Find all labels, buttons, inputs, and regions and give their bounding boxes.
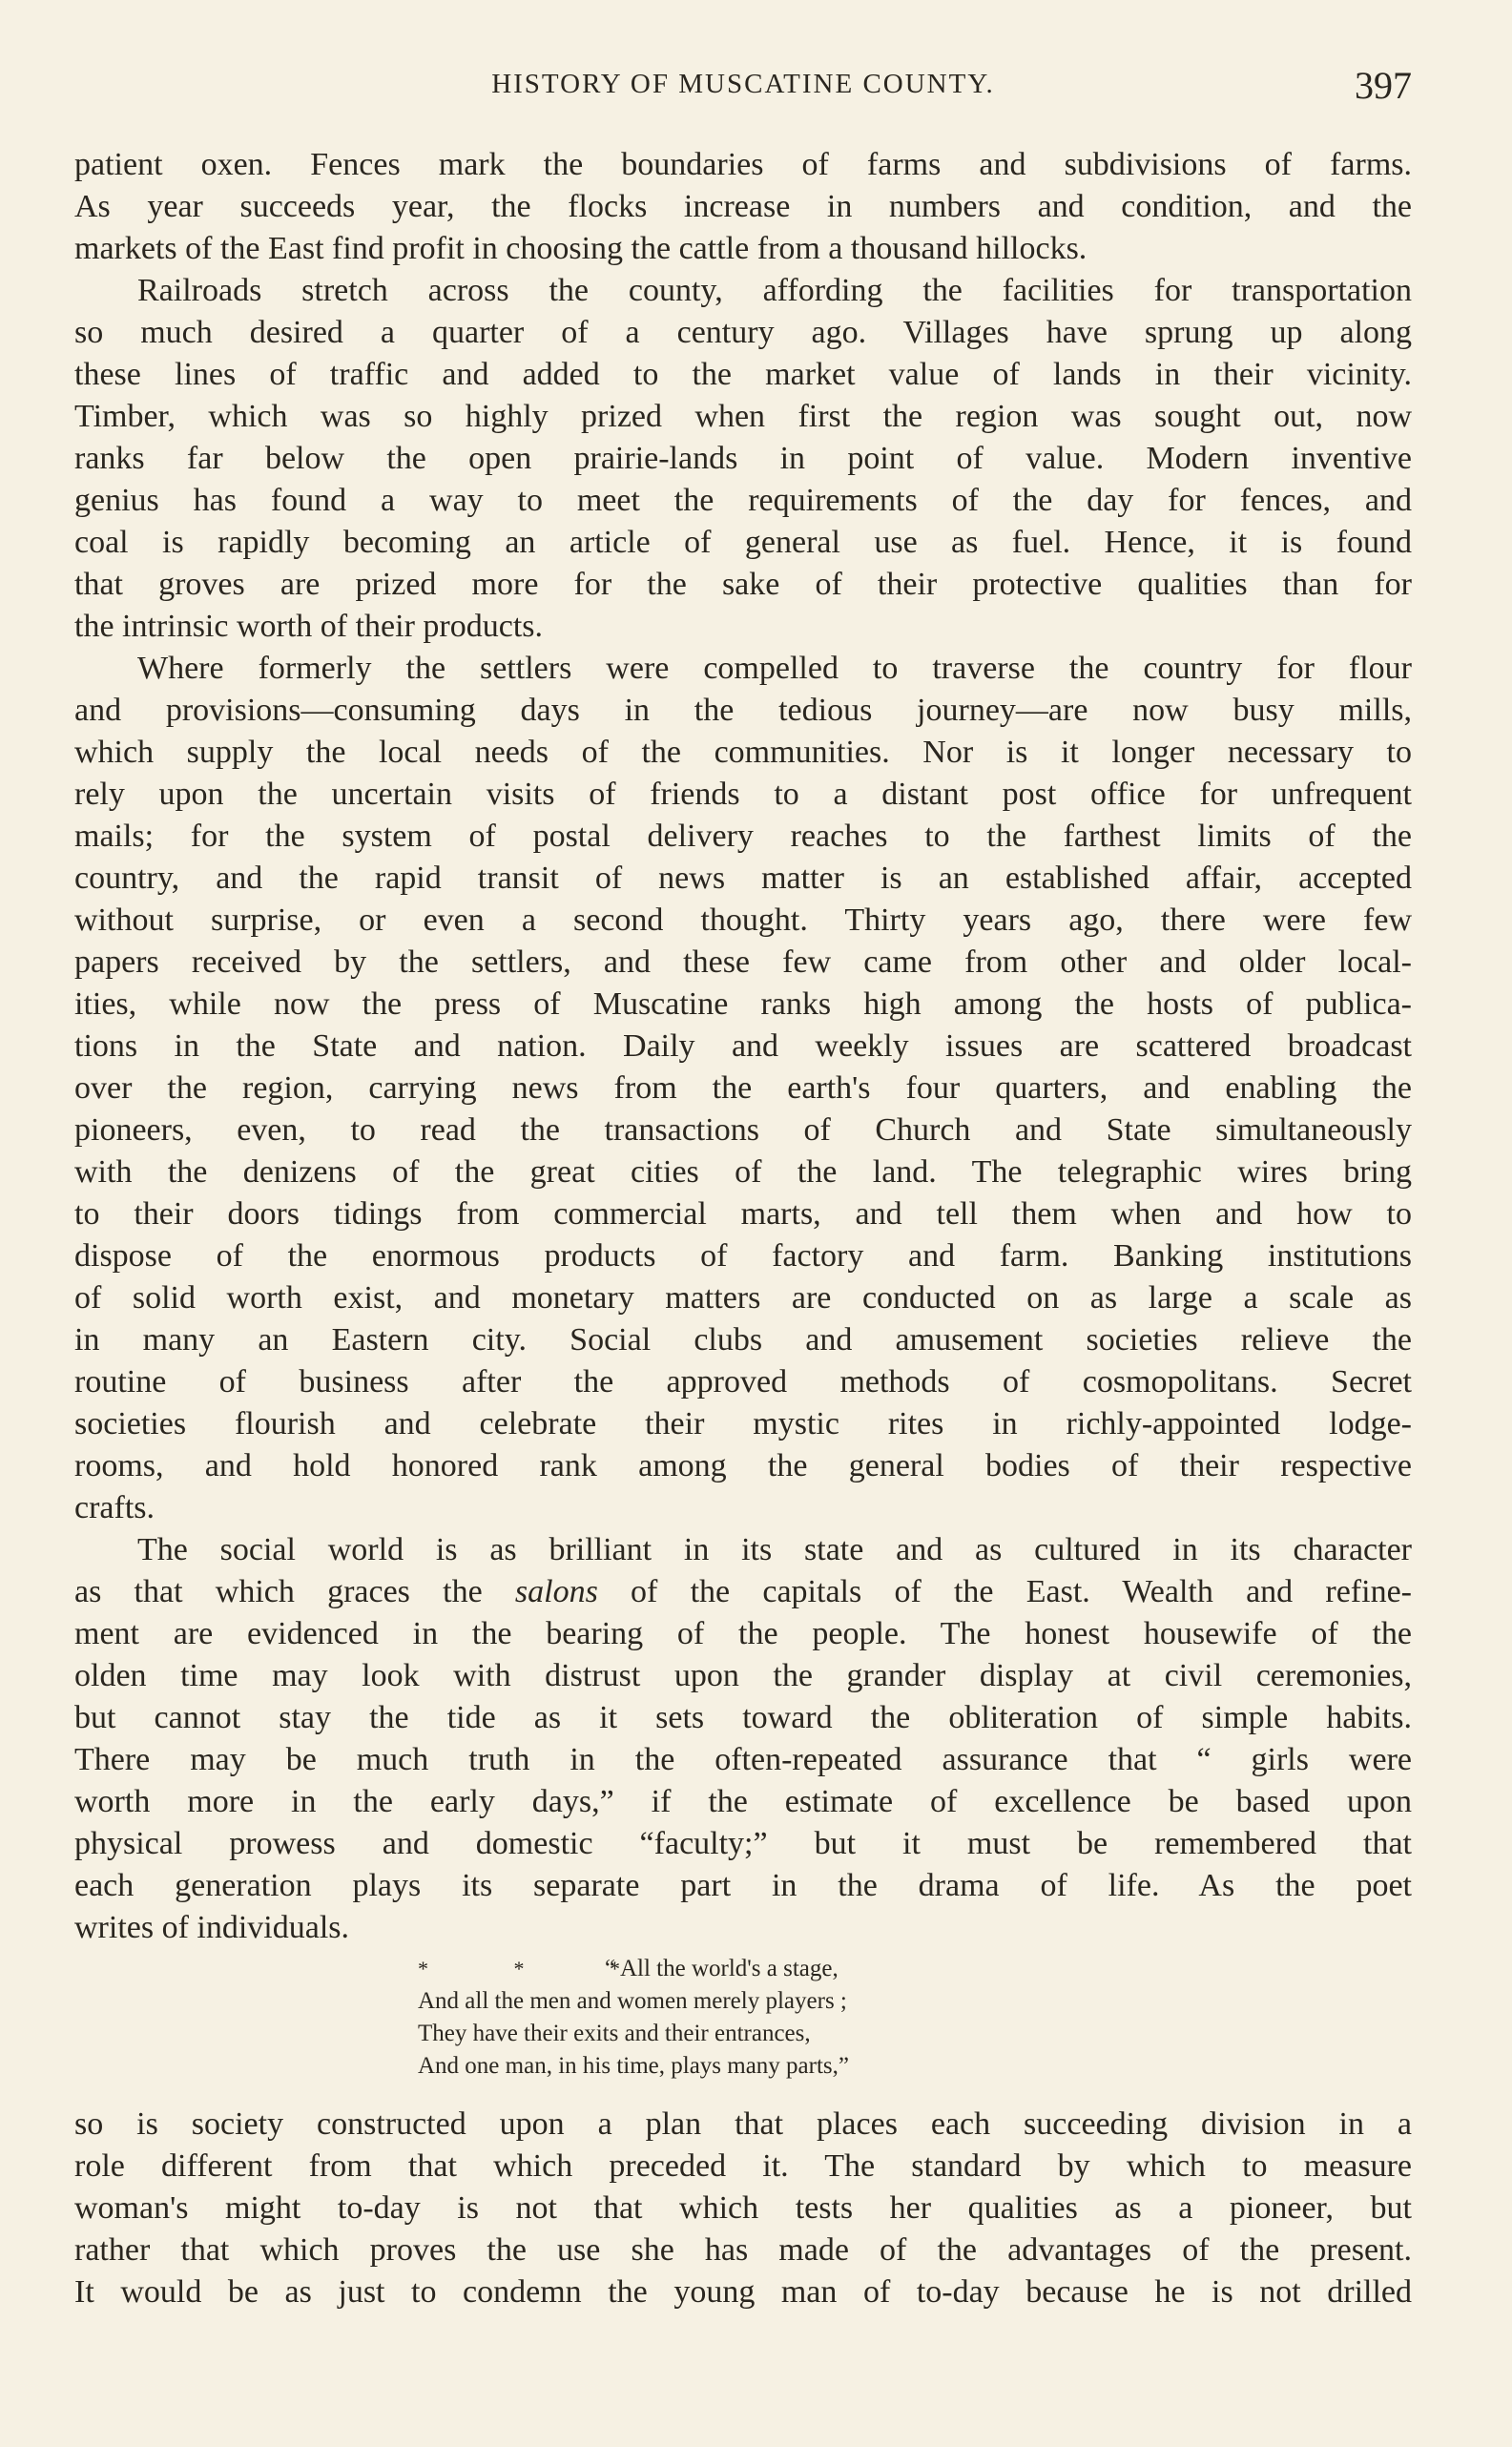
text-line: ranks far below the open prairie-lands in point of value. Modern inventive	[74, 441, 1412, 476]
text-line: rely upon the uncertain visits of friends to a distant post office for unfrequent	[74, 777, 1412, 812]
text-line: genius has found a way to meet the requirements of the day for fences, and	[74, 483, 1412, 518]
text-line: crafts.	[74, 1490, 155, 1525]
page-number: 397	[1355, 64, 1412, 107]
text-line-with-italic	[74, 1571, 1412, 1613]
text-line: markets of the East find profit in choosing the cattle from a thousand hillocks.	[74, 231, 1087, 266]
text-line: role different from that which preceded it. The standard by which to measure	[74, 2148, 1412, 2184]
text-line: ities, while now the press of Muscatine ranks high among the hosts of publica-	[74, 986, 1412, 1022]
text-line: societies flourish and celebrate their mystic rites in richly-appointed lodge-	[74, 1406, 1412, 1441]
text-line: dispose of the enormous products of factory and farm. Banking institutions	[74, 1238, 1412, 1274]
text-line: in many an Eastern city. Social clubs and amusement societies relieve the	[74, 1322, 1412, 1358]
text-line: writes of individuals.	[74, 1910, 350, 1945]
text-line: rather that which proves the use she has made of the advantages of the present.	[74, 2232, 1412, 2268]
text-line: There may be much truth in the often-repeated assurance that “ girls were	[74, 1742, 1412, 1777]
text-line: these lines of traffic and added to the market value of lands in their vicinity.	[74, 357, 1412, 392]
running-head	[74, 63, 1412, 111]
text-line: with the denizens of the great cities of the land. The telegraphic wires bring	[74, 1154, 1412, 1190]
running-title: HISTORY OF MUSCATINE COUNTY.	[491, 69, 995, 99]
text-line: patient oxen. Fences mark the boundaries of farms and subdivisions of farms.	[74, 147, 1412, 182]
text-line: but cannot stay the tide as it sets toward the obliteration of simple habits.	[74, 1700, 1412, 1735]
text-line: Where formerly the settlers were compelled to traverse the country for flour	[137, 651, 1412, 686]
text-line: ment are evidenced in the bearing of the people. The honest housewife of the	[74, 1616, 1412, 1651]
text-line: which supply the local needs of the communities. Nor is it longer necessary to	[74, 735, 1412, 770]
text-line: that groves are prized more for the sake of their protective qualities than for	[74, 567, 1412, 602]
italic-word: salons	[514, 1574, 598, 1609]
text-line: woman's might to-day is not that which tests her qualities as a pioneer, but	[74, 2190, 1412, 2226]
text-line: the intrinsic worth of their products.	[74, 609, 544, 644]
text-line: routine of business after the approved methods of cosmopolitans. Secret	[74, 1364, 1412, 1400]
text-run: as that which graces the	[74, 1574, 515, 1609]
body-text	[74, 144, 1412, 2313]
text-line: olden time may look with distrust upon the grander display at civil ceremonies,	[74, 1658, 1412, 1693]
verse-line: And all the men and women merely players ;	[418, 1988, 847, 2014]
text-line: coal is rapidly becoming an article of general use as fuel. Hence, it is found	[74, 525, 1412, 560]
text-line: papers received by the settlers, and these few came from other and older local-	[74, 944, 1412, 980]
ellipsis-stars: * * *	[418, 1957, 660, 1980]
text-line: so much desired a quarter of a century ago. Villages have sprung up along	[74, 315, 1412, 350]
text-line: to their doors tidings from commercial marts, and tell them when and how to	[74, 1196, 1412, 1232]
text-line: physical prowess and domestic “faculty;” but it must be remembered that	[74, 1826, 1412, 1861]
text-line: over the region, carrying news from the earth's four quarters, and enabling the	[74, 1070, 1412, 1106]
verse-line: They have their exits and their entrances,	[418, 2021, 811, 2046]
text-line: tions in the State and nation. Daily and weekly issues are scattered broadcast	[74, 1028, 1412, 1064]
text-line: of solid worth exist, and monetary matters are conducted on as large a scale as	[74, 1280, 1412, 1316]
text-line: The social world is as brilliant in its state and as cultured in its character	[137, 1532, 1412, 1567]
text-run: of the capitals of the East. Wealth and refine-	[597, 1574, 1412, 1609]
text-line: so is society constructed upon a plan that places each succeeding division in a	[74, 2106, 1412, 2142]
text-line: without surprise, or even a second thought. Thirty years ago, there were few	[74, 902, 1412, 938]
text-line: mails; for the system of postal delivery reaches to the farthest limits of the	[74, 819, 1412, 854]
text-line: country, and the rapid transit of news matter is an established affair, accepted	[74, 861, 1412, 896]
text-line: Railroads stretch across the county, affording the facilities for transportation	[137, 273, 1412, 308]
verse-quotation	[74, 1953, 1412, 2083]
text-line: rooms, and hold honored rank among the general bodies of their respective	[74, 1448, 1412, 1483]
text-line: Timber, which was so highly prized when first the region was sought out, now	[74, 399, 1412, 434]
verse-line	[418, 1953, 1412, 1985]
text-line: As year succeeds year, the flocks increase in numbers and condition, and the	[74, 189, 1412, 224]
text-line: each generation plays its separate part in the drama of life. As the poet	[74, 1868, 1412, 1903]
verse-line: And one man, in his time, plays many parts,”	[418, 2053, 850, 2079]
text-line: It would be as just to condemn the young man of to-day because he is not drilled	[74, 2274, 1412, 2310]
text-line: pioneers, even, to read the transactions of Church and State simultaneously	[74, 1112, 1412, 1148]
verse-text: “ All the world's a stage,	[605, 1956, 839, 1981]
text-line: worth more in the early days,” if the estimate of excellence be based upon	[74, 1784, 1412, 1819]
text-line: and provisions—consuming days in the tedious journey—are now busy mills,	[74, 693, 1412, 728]
